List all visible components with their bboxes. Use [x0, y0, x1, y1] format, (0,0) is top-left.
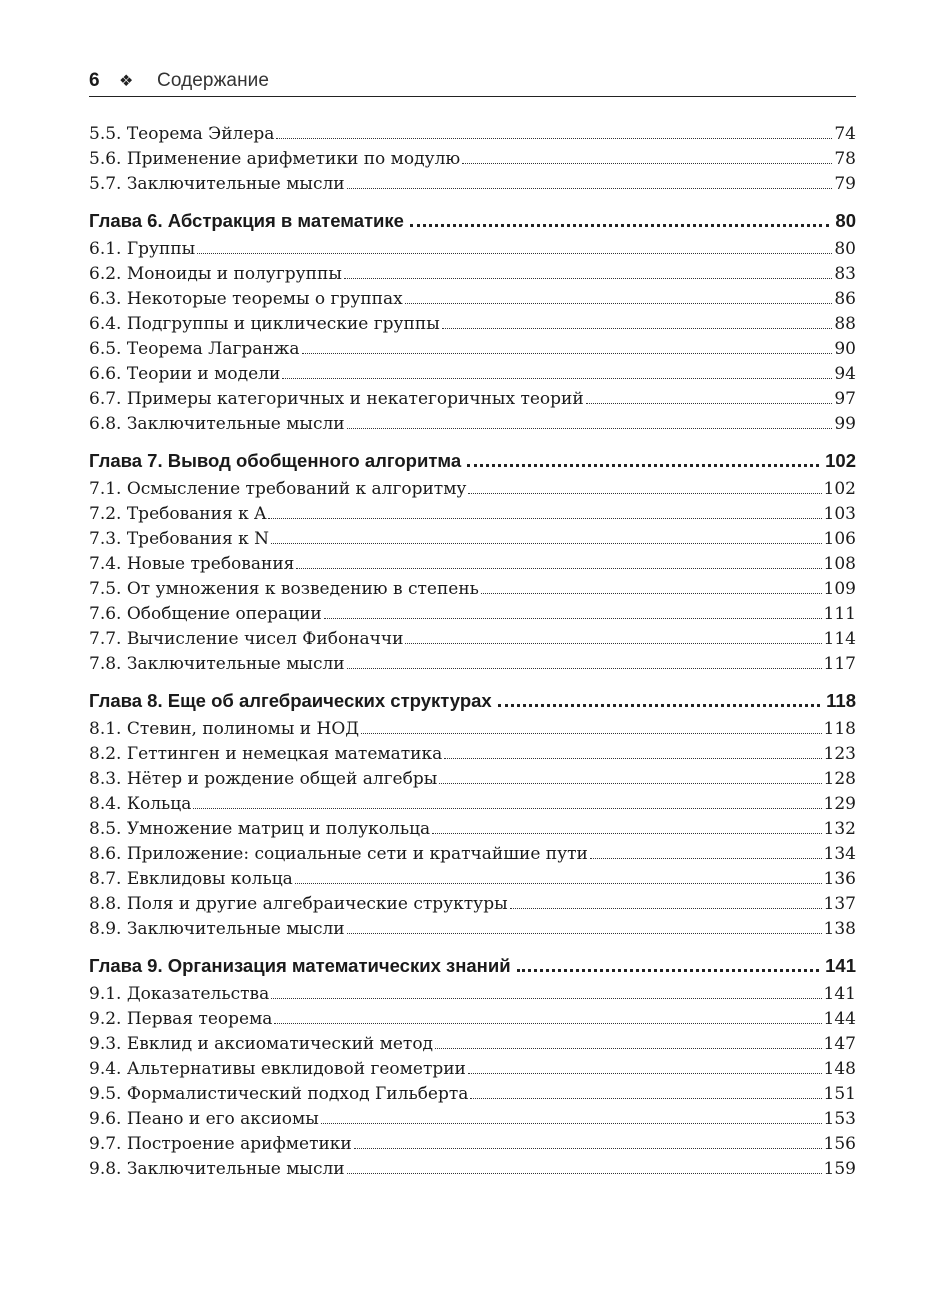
dot-leader: [271, 534, 822, 544]
page-reference: 74: [834, 124, 856, 144]
dot-leader: [435, 1039, 822, 1049]
toc-entry[interactable]: [89, 554, 856, 579]
dot-leader: [481, 584, 822, 594]
dot-leader: [517, 964, 820, 972]
entry-title: 6.1. Группы: [89, 239, 196, 259]
page-reference: 99: [834, 414, 856, 434]
entry-title: 6.2. Моноиды и полугруппы: [89, 264, 342, 284]
toc-entry[interactable]: [89, 654, 856, 679]
dot-leader: [468, 1064, 822, 1074]
toc-entry[interactable]: [89, 919, 856, 944]
table-of-contents: [89, 124, 856, 1184]
toc-entry[interactable]: [89, 719, 856, 744]
toc-entry[interactable]: [89, 479, 856, 504]
dot-leader: [498, 699, 820, 707]
page-reference: 83: [834, 264, 856, 284]
entry-title: 7.7. Вычисление чисел Фибоначчи: [89, 629, 404, 649]
dot-leader: [361, 724, 821, 734]
entry-title: 9.1. Доказательства: [89, 984, 270, 1004]
running-header: [89, 66, 856, 97]
page-reference: 103: [823, 504, 856, 524]
toc-entry[interactable]: [89, 339, 856, 364]
dot-leader: [444, 749, 821, 759]
entry-title: 6.8. Заключительные мысли: [89, 414, 345, 434]
entry-title: 6.4. Подгруппы и циклические группы: [89, 314, 440, 334]
page-reference: 148: [823, 1059, 856, 1079]
dot-leader: [470, 1089, 821, 1099]
page-reference: 106: [823, 529, 856, 549]
page-reference: 80: [834, 239, 856, 259]
entry-title: 6.7. Примеры категоричных и некатегоричных теорий: [89, 389, 584, 409]
toc-entry[interactable]: [89, 364, 856, 389]
page-reference: 94: [834, 364, 856, 384]
page-reference: 80: [835, 210, 856, 231]
running-title: Содержание: [157, 70, 270, 91]
page-reference: 132: [823, 819, 856, 839]
page-reference: 102: [823, 479, 856, 499]
dot-leader: [590, 849, 822, 859]
toc-entry[interactable]: [89, 414, 856, 439]
entry-title: 8.1. Стевин, полиномы и НОД: [89, 719, 360, 739]
toc-chapter-heading[interactable]: [89, 450, 856, 476]
dot-leader: [268, 509, 821, 519]
entry-title: 8.6. Приложение: социальные сети и кратчайшие пути: [89, 844, 588, 864]
dot-leader: [462, 154, 832, 164]
toc-entry[interactable]: [89, 894, 856, 919]
dot-leader: [344, 269, 832, 279]
entry-title: 7.6. Обобщение операции: [89, 604, 322, 624]
toc-entry[interactable]: [89, 869, 856, 894]
dot-leader: [467, 459, 819, 467]
page-reference: 138: [823, 919, 856, 939]
entry-title: 5.7. Заключительные мысли: [89, 174, 345, 194]
dot-leader: [276, 129, 832, 139]
toc-entry[interactable]: [89, 1034, 856, 1059]
page-reference: 111: [823, 604, 856, 624]
entry-title: 6.5. Теорема Лагранжа: [89, 339, 300, 359]
page-reference: 78: [834, 149, 856, 169]
entry-title: 7.8. Заключительные мысли: [89, 654, 345, 674]
toc-chapter-heading[interactable]: [89, 210, 856, 236]
page-reference: 118: [823, 719, 856, 739]
dot-leader: [295, 874, 822, 884]
dot-leader: [354, 1139, 822, 1149]
page-reference: 151: [823, 1084, 856, 1104]
page-reference: 102: [825, 450, 856, 471]
entry-title: 5.5. Теорема Эйлера: [89, 124, 275, 144]
entry-title: 8.4. Кольца: [89, 794, 192, 814]
page-reference: 86: [834, 289, 856, 309]
dot-leader: [321, 1114, 822, 1124]
entry-title: 8.2. Геттинген и немецкая математика: [89, 744, 443, 764]
toc-entry[interactable]: [89, 769, 856, 794]
page-reference: 147: [823, 1034, 856, 1054]
dot-leader: [468, 484, 821, 494]
entry-title: 9.5. Формалистический подход Гильберта: [89, 1084, 469, 1104]
entry-title: 9.2. Первая теорема: [89, 1009, 273, 1029]
page-reference: 156: [823, 1134, 856, 1154]
chapter-title: Глава 7. Вывод обобщенного алгоритма: [89, 450, 462, 471]
entry-title: 5.6. Применение арифметики по модулю: [89, 149, 461, 169]
page-reference: 117: [823, 654, 856, 674]
entry-title: 9.8. Заключительные мысли: [89, 1159, 345, 1179]
toc-chapter-heading[interactable]: [89, 690, 856, 716]
entry-title: 8.8. Поля и другие алгебраические структуры: [89, 894, 508, 914]
dot-leader: [410, 219, 829, 227]
dot-leader: [197, 244, 832, 254]
dot-leader: [442, 319, 833, 329]
page-reference: 88: [834, 314, 856, 334]
entry-title: 7.4. Новые требования: [89, 554, 295, 574]
dot-leader: [347, 924, 822, 934]
toc-entry[interactable]: [89, 529, 856, 554]
dot-leader: [510, 899, 822, 909]
toc-entry[interactable]: [89, 314, 856, 339]
page-reference: 108: [823, 554, 856, 574]
toc-entry[interactable]: [89, 174, 856, 199]
page-reference: 136: [823, 869, 856, 889]
dot-leader: [405, 294, 833, 304]
toc-entry[interactable]: [89, 149, 856, 174]
entry-title: 7.2. Требования к A: [89, 504, 267, 524]
toc-entry[interactable]: [89, 984, 856, 1009]
entry-title: 7.3. Требования к N: [89, 529, 269, 549]
dot-leader: [347, 419, 833, 429]
dot-leader: [271, 989, 821, 999]
entry-title: 9.4. Альтернативы евклидовой геометрии: [89, 1059, 466, 1079]
toc-entry[interactable]: [89, 629, 856, 654]
toc-entry[interactable]: [89, 1134, 856, 1159]
entry-title: 6.6. Теории и модели: [89, 364, 281, 384]
entry-title: 7.1. Осмысление требований к алгоритму: [89, 479, 467, 499]
entry-title: 9.3. Евклид и аксиоматический метод: [89, 1034, 434, 1054]
dot-leader: [347, 659, 822, 669]
toc-entry[interactable]: [89, 124, 856, 149]
page-reference: 114: [823, 629, 856, 649]
page-reference: 141: [825, 955, 856, 976]
toc-entry[interactable]: [89, 1009, 856, 1034]
page-reference: 118: [826, 690, 856, 711]
toc-entry[interactable]: [89, 604, 856, 629]
toc-entry[interactable]: [89, 504, 856, 529]
toc-entry[interactable]: [89, 1159, 856, 1184]
dot-leader: [302, 344, 833, 354]
dot-leader: [274, 1014, 821, 1024]
toc-entry[interactable]: [89, 289, 856, 314]
entry-title: 8.5. Умножение матриц и полукольца: [89, 819, 431, 839]
entry-title: 6.3. Некоторые теоремы о группах: [89, 289, 403, 309]
toc-entry[interactable]: [89, 264, 856, 289]
page-reference: 134: [823, 844, 856, 864]
toc-entry[interactable]: [89, 579, 856, 604]
chapter-title: Глава 6. Абстракция в математике: [89, 210, 404, 231]
entry-title: 7.5. От умножения к возведению в степень: [89, 579, 479, 599]
page-number: 6: [89, 70, 100, 91]
page-reference: 144: [823, 1009, 856, 1029]
page-reference: 128: [823, 769, 856, 789]
entry-title: 8.9. Заключительные мысли: [89, 919, 345, 939]
page-reference: 129: [823, 794, 856, 814]
page-reference: 90: [834, 339, 856, 359]
page-reference: 123: [823, 744, 856, 764]
page-reference: 97: [834, 389, 856, 409]
chapter-title: Глава 8. Еще об алгебраических структурах: [89, 690, 492, 711]
entry-title: 9.6. Пеано и его аксиомы: [89, 1109, 319, 1129]
entry-title: 8.7. Евклидовы кольца: [89, 869, 293, 889]
page-reference: 79: [834, 174, 856, 194]
page-reference: 141: [823, 984, 856, 1004]
toc-entry[interactable]: [89, 844, 856, 869]
toc-entry[interactable]: [89, 1109, 856, 1134]
dot-leader: [282, 369, 832, 379]
page-reference: 153: [823, 1109, 856, 1129]
dot-leader: [405, 634, 821, 644]
dot-leader: [439, 774, 821, 784]
chapter-title: Глава 9. Организация математических знаний: [89, 955, 511, 976]
page-reference: 159: [823, 1159, 856, 1179]
dot-leader: [193, 799, 821, 809]
dot-leader: [347, 1164, 822, 1174]
toc-entry[interactable]: [89, 239, 856, 264]
toc-entry[interactable]: [89, 1084, 856, 1109]
dot-leader: [586, 394, 833, 404]
toc-entry[interactable]: [89, 819, 856, 844]
page-reference: 137: [823, 894, 856, 914]
page-reference: 109: [823, 579, 856, 599]
entry-title: 9.7. Построение арифметики: [89, 1134, 352, 1154]
dot-leader: [324, 609, 822, 619]
toc-entry[interactable]: [89, 794, 856, 819]
toc-entry[interactable]: [89, 1059, 856, 1084]
toc-entry[interactable]: [89, 744, 856, 769]
ornament-icon: ❖: [119, 73, 134, 90]
toc-entry[interactable]: [89, 389, 856, 414]
dot-leader: [432, 824, 821, 834]
dot-leader: [347, 179, 833, 189]
entry-title: 8.3. Нётер и рождение общей алгебры: [89, 769, 438, 789]
dot-leader: [296, 559, 821, 569]
toc-chapter-heading[interactable]: [89, 955, 856, 981]
